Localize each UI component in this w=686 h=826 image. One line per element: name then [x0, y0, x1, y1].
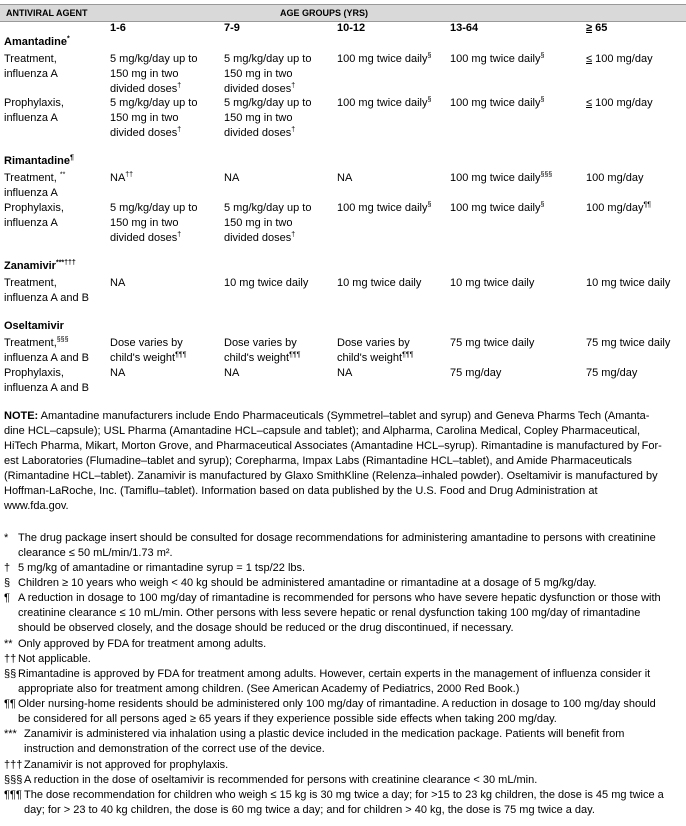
note-line: est Laboratories (Flumadine–tablet and syrup); Corepharma, Impax Labs (Rimantadine HCL–tablet), and Amide Pharmaceuticals: [4, 455, 632, 467]
agent-oseltamivir: Oseltamivir: [4, 320, 64, 332]
footnote-mark: *: [4, 532, 9, 544]
antiviral-agent-header: ANTIVIRAL AGENT: [6, 8, 88, 18]
footnote-text: The drug package insert should be consulted for dosage recommendations for administering amantadine to persons with creatinine clearance ≤ 50 mL/min/1.73 m².: [18, 532, 656, 559]
dose-cell: ≤ 100 mg/day: [586, 53, 653, 65]
footnote-mark: §§§: [4, 773, 23, 786]
dose-cell: 10 mg twice daily: [450, 277, 535, 289]
dose-cell: 100 mg twice daily§: [450, 201, 545, 214]
dose-cell: 75 mg/day: [450, 367, 502, 379]
footnote: [4, 788, 680, 818]
dose-cell: 100 mg twice daily§§§: [450, 171, 553, 184]
footnote-text: Not applicable.: [18, 652, 91, 665]
dose-cell: 10 mg twice daily: [337, 277, 422, 289]
row-label: Prophylaxis, influenza A: [4, 202, 64, 229]
agent-rimantadine: Rimantadine¶: [4, 154, 74, 167]
dose-cell: 100 mg twice daily§: [337, 96, 432, 109]
col-65-plus: ≥ 65: [586, 22, 608, 34]
row-label: Treatment, influenza A and B: [4, 277, 90, 304]
dose-cell: ≤ 100 mg/day: [586, 97, 653, 109]
footnote-mark: ¶¶¶: [4, 788, 22, 801]
dose-cell: Dose varies by child's weight¶¶¶: [224, 337, 301, 364]
footnote-text: Rimantadine is approved by FDA for treatment among adults. However, certain experts in the management of influenza consider it appropriate also for treatment among children. (See American Academy of Pediatrics, 2000 Red Book.): [18, 667, 651, 695]
note-line: Hoffman-LaRoche, Inc. (Tamiflu–tablet). Information based on data published by the U.S. Food and Drug Administration at: [4, 485, 598, 497]
footnote: [4, 758, 680, 773]
note-label: NOTE:: [4, 410, 39, 422]
footnote-mark: ¶: [4, 592, 10, 605]
dose-cell: 5 mg/kg/day up to 150 mg in two divided doses†: [224, 53, 312, 95]
dose-cell: 5 mg/kg/day up to 150 mg in two divided doses†: [110, 97, 198, 139]
note-line: (Rimantadine HCL–tablet). Zanamivir is manufactured by Glaxo SmithKline (Relenza–inhaled powder). Oseltamivir is manufactured by: [4, 470, 658, 482]
note-line: HiTech Pharma, Mikart, Morton Grove, and Pharmaceutical Associates (Amantadine HCL–syrup). Rimantadine is manufactured by For-: [4, 440, 662, 452]
dose-cell: 100 mg/day: [586, 172, 644, 184]
agent-zanamivir: Zanamivir***†††: [4, 259, 76, 272]
footnote: [4, 561, 680, 576]
footnote: [4, 697, 680, 727]
dose-cell: NA: [110, 277, 126, 289]
dose-cell: Dose varies by child's weight¶¶¶: [110, 337, 187, 364]
footnote: [4, 591, 680, 636]
footnote-text: Zanamivir is not approved for prophylaxis.: [24, 758, 229, 771]
footnote-mark: ***: [4, 728, 17, 741]
dose-cell: NA: [337, 172, 353, 184]
row-label: Treatment,§§§ influenza A and B: [4, 336, 90, 364]
table-header-bar: [0, 4, 686, 22]
dose-cell: 100 mg twice daily§: [450, 96, 545, 109]
footnote-mark: **: [4, 637, 13, 650]
dose-cell: NA††: [110, 171, 134, 184]
dose-cell: NA: [110, 367, 126, 379]
footnote-mark: ¶¶: [4, 698, 16, 711]
footnote-text: Older nursing-home residents should be administered only 100 mg/day of rimantadine. A reduction in dosage to 100 mg/day should be considered for all persons aged ≥ 65 years if they experience possible side effects when taking 200 mg/day.: [18, 698, 656, 726]
dose-cell: 75 mg twice daily: [450, 337, 535, 349]
row-label: Treatment, ** influenza A: [4, 171, 66, 199]
age-groups-header: AGE GROUPS (YRS): [280, 8, 369, 18]
footnote: [4, 727, 680, 757]
note-line: Amantadine manufacturers include Endo Pharmaceuticals (Symmetrel–tablet and syrup) and Geneva Pharms Tech (Amanta-: [38, 410, 650, 422]
dose-cell: NA: [224, 367, 240, 379]
footnote-text: Only approved by FDA for treatment among adults.: [18, 637, 267, 650]
footnote-text: Zanamivir is administered via inhalation using a plastic device included in the medication package. Patients will benefit from instruction and demonstration of the correct use of the device.: [24, 728, 625, 756]
note-paragraph: [4, 409, 680, 514]
dose-cell: 5 mg/kg/day up to 150 mg in two divided doses†: [224, 97, 312, 139]
dose-cell: 100 mg twice daily§: [337, 52, 432, 65]
col-10-12: 10-12: [337, 22, 366, 34]
footnote: [4, 576, 680, 591]
col-1-6: 1-6: [110, 22, 126, 34]
row-label: Treatment, influenza A: [4, 53, 58, 80]
footnote-mark: †: [4, 562, 11, 575]
dose-cell: NA: [337, 367, 353, 379]
dose-cell: 75 mg/day: [586, 367, 638, 379]
footnote: [4, 773, 680, 788]
ge-symbol: ≥: [586, 22, 593, 34]
dose-cell: 100 mg/day¶¶: [586, 201, 652, 214]
footnote-mark: §§: [4, 667, 17, 680]
footnote: [4, 531, 680, 561]
agent-amantadine: Amantadine*: [4, 35, 70, 48]
dose-cell: Dose varies by child's weight¶¶¶: [337, 337, 414, 364]
footnote-text: A reduction in the dose of oseltamivir is recommended for persons with creatinine clearance < 30 mL/min.: [24, 773, 538, 786]
dose-cell: 5 mg/kg/day up to 150 mg in two divided doses†: [224, 202, 312, 244]
footnote-mark: §: [4, 577, 11, 590]
footnote-mark: †††: [4, 758, 23, 771]
footnote: [4, 667, 680, 697]
row-label: Prophylaxis, influenza A and B: [4, 367, 90, 394]
dose-cell: 100 mg twice daily§: [337, 201, 432, 214]
footnote-text: Children ≥ 10 years who weigh < 40 kg should be administered amantadine or rimantadine at a dosage of 5 mg/kg/day.: [18, 577, 597, 590]
dose-cell: 10 mg twice daily: [586, 277, 671, 289]
dose-cell: 75 mg twice daily: [586, 337, 671, 349]
dose-cell: 10 mg twice daily: [224, 277, 309, 289]
dose-cell: 100 mg twice daily§: [450, 52, 545, 65]
footnote-text: A reduction in dosage to 100 mg/day of rimantadine is recommended for persons who have severe hepatic dysfunction or those with creatinine clearance ≤ 10 mL/min. Other persons with less severe hepatic or renal dysfunction taking 100 mg/day of rimantadine should be observed closely, and the dosage should be reduced or the drug discontinued, if necessary.: [18, 592, 661, 635]
dose-cell: 5 mg/kg/day up to 150 mg in two divided doses†: [110, 202, 198, 244]
footnote-mark: ††: [4, 652, 17, 665]
col-7-9: 7-9: [224, 22, 240, 34]
row-label: Prophylaxis, influenza A: [4, 97, 64, 124]
dose-cell: NA: [224, 172, 240, 184]
dose-cell: 5 mg/kg/day up to 150 mg in two divided doses†: [110, 53, 198, 95]
note-line: dine HCL–capsule); USL Pharma (Amantadine HCL–capsule and tablet); and Alpharma, Carolina Medical, Copley Pharmaceutical,: [4, 425, 641, 437]
footnote-text: The dose recommendation for children who weigh ≤ 15 kg is 30 mg twice a day; for >15 to 23 kg children, the dose is 45 mg twice a day; for > 23 to 40 kg children, the dose is 60 mg twice a day; and for children > 40 kg, the dose is 75 mg twice a day.: [24, 788, 664, 816]
footnote: [4, 652, 680, 667]
footnote: [4, 637, 680, 652]
note-line: www.fda.gov.: [4, 500, 69, 512]
footnote-text: 5 mg/kg of amantadine or rimantadine syrup = 1 tsp/22 lbs.: [18, 562, 306, 575]
col-13-64: 13-64: [450, 22, 479, 34]
